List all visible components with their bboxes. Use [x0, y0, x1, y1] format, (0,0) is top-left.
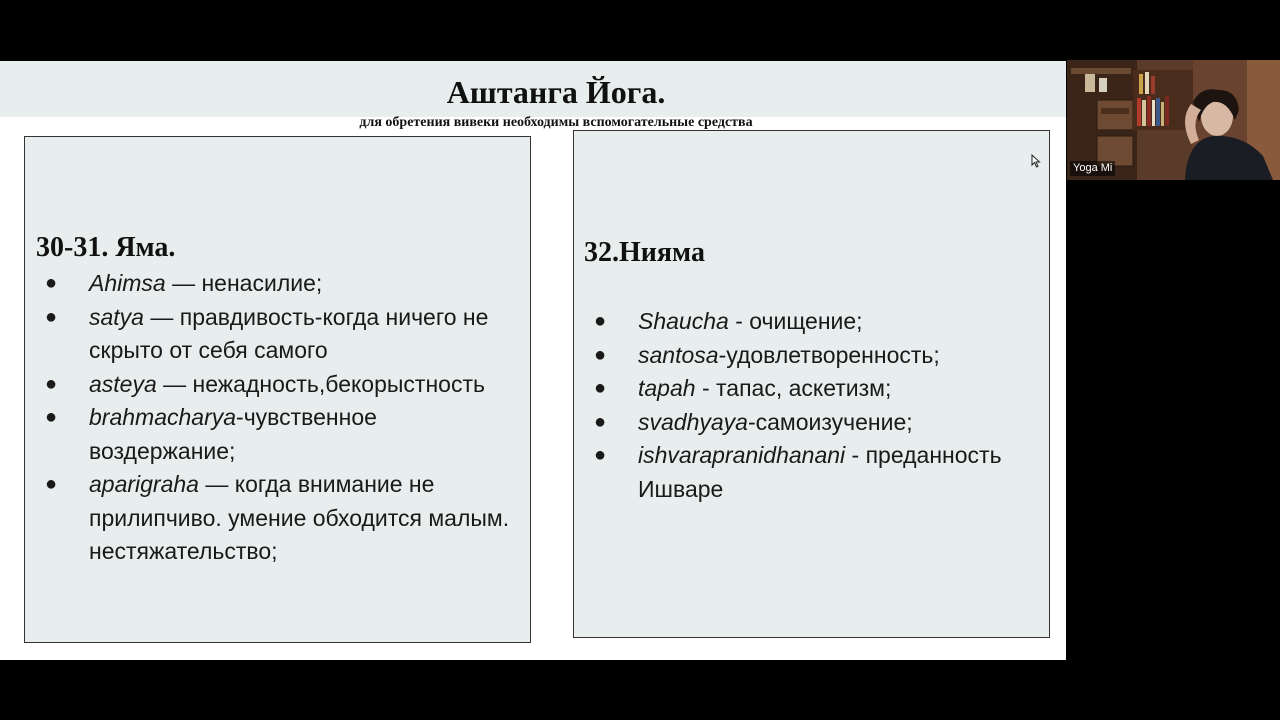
term-meaning: - очищение;	[728, 308, 863, 334]
shared-slide	[0, 61, 1066, 660]
list-item	[574, 372, 1044, 406]
list-item	[25, 401, 525, 468]
sanskrit-term: asteya	[89, 370, 157, 397]
list-item	[25, 468, 525, 569]
term-meaning: — нежадность,бекорыстность	[156, 370, 485, 397]
bullet-icon: ●	[594, 444, 607, 466]
bullet-icon: ●	[45, 406, 58, 428]
term-meaning: - тапас, аскетизм;	[695, 375, 892, 401]
sanskrit-term: brahmacharya	[89, 404, 237, 430]
bullet-icon: ●	[45, 372, 58, 395]
niyama-box	[573, 130, 1050, 638]
term-meaning: -удовлетворенность;	[718, 341, 940, 368]
slide-subtitle: для обретения вивеки необходимы вспомогательные средства	[359, 115, 753, 130]
list-item	[574, 305, 1044, 339]
sanskrit-term: Ahimsa	[89, 270, 166, 296]
participant-video-tile[interactable]	[1067, 60, 1280, 180]
sanskrit-term: santosa	[638, 341, 719, 368]
yama-list	[25, 267, 525, 569]
term-meaning: -самоизучение;	[747, 408, 913, 435]
term-meaning: — ненасилие;	[165, 270, 323, 296]
sanskrit-term: svadhyaya	[638, 408, 748, 435]
list-item	[574, 439, 1044, 506]
slide-title: Аштанга Йога.	[446, 74, 666, 110]
sanskrit-term: Shaucha	[638, 308, 729, 334]
bullet-icon: ●	[594, 410, 607, 433]
bullet-icon: ●	[45, 272, 58, 294]
bullet-icon: ●	[594, 377, 607, 399]
sanskrit-term: satya	[89, 303, 144, 330]
niyama-list	[574, 305, 1044, 506]
term-meaning: — когда внимание не прилипчиво. умение обходится малым. нестяжательство;	[89, 471, 510, 564]
list-item	[25, 368, 525, 402]
list-item	[574, 406, 1044, 440]
sanskrit-term: tapah	[638, 375, 696, 401]
term-meaning: — правдивость-когда ничего не скрыто от себя самого	[89, 303, 489, 363]
term-meaning: - преданность Ишваре	[638, 442, 1002, 502]
bullet-icon: ●	[45, 305, 58, 328]
bullet-icon: ●	[594, 310, 607, 332]
list-item	[25, 301, 525, 368]
participant-name-label: Yoga Mi	[1070, 161, 1115, 176]
term-meaning: -чувственное воздержание;	[89, 404, 377, 464]
yama-box	[24, 136, 531, 643]
list-item	[25, 267, 525, 301]
sanskrit-term: aparigraha	[89, 471, 199, 497]
yama-heading: 30-31. Яма.	[36, 232, 176, 263]
list-item	[574, 339, 1044, 373]
bullet-icon: ●	[594, 343, 607, 366]
niyama-heading: 32.Нияма	[584, 237, 705, 268]
sanskrit-term: ishvarapranidhanani	[638, 442, 846, 468]
bullet-icon: ●	[45, 473, 58, 495]
